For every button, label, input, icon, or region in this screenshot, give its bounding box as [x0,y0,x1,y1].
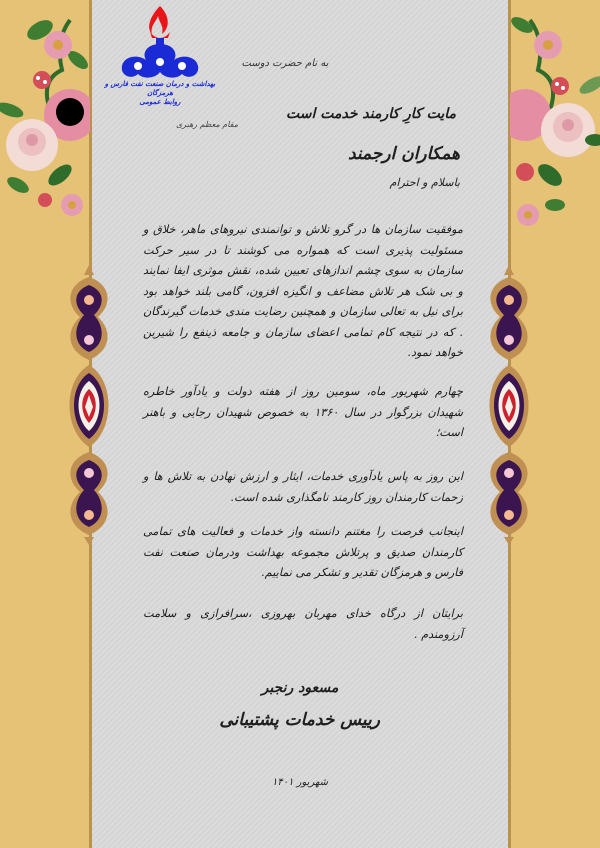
quote-text: مایت کارِ کارمند خدمت است [286,106,456,122]
paragraph-3: این روز به پاس یادآوری خدمات، ایثار و ارزش نهادن به تلاش ها و زحمات کارمندان روز کارمند نامگذاری شده است. [143,470,463,504]
islimi-medallion-icon [60,255,118,555]
rose-bouquet-icon [0,0,90,235]
paragraph-1: موفقیت سازمان ها در گرو تلاش و توانمندی نیروهای ماهر، خلاق و مسئولیت پذیری است که همواره می کوشند تا در سیر حرکت سازمان به سوی چشم اندازهای تعیین شده، نقش موثری ایفا نمایند و بی شک هر تلاش مضاعف و انگیزه افزون، گامی بلند خواهد بود برای نیل به تعالی سازمان و همچنین رضایت مندی خدمات گیرندگان . که در نتیجه کام تمامی اعضای سازمان و جامعه ذینفع را شیرین خواهد نمود. [143,223,463,360]
paragraph-5: برایتان از درگاه خدای مهربان بهروزی ،سرافرازی و سلامت آرزومندم . [143,607,463,641]
letter-date: شهریور ۱۴۰۱ [272,777,328,788]
invocation: به نام حضرت دوست [241,58,329,69]
quote-source: مقام معظم رهبری [176,120,239,129]
greeting: باسلام و احترام [389,176,460,189]
paragraph-2: چهارم شهریور ماه، سومین روز از هفته دولت و یادآور خاطره شهیدان بزرگوار در سال ۱۳۶۰ به خصوص شهیدان رجایی و باهنر است؛ [143,385,463,440]
paragraph-4: اینجانب فرصت را مغتنم دانسته واز خدمات و فعالیت های تمامی کارمندان صدیق و پرتلاش مجموعه بهداشت ودرمان صنعت نفت فارس و هرمزگان تقدیر و تشکر می نماییم. [143,525,463,580]
logo-caption-dept: روابط عمومی [139,98,181,106]
islimi-medallion-icon [480,255,538,555]
logo-caption-org: بهداشت و درمان صنعت نفت فارس و هرمزگان [104,80,216,97]
salutation: همکاران ارجمند [347,144,460,164]
rose-bouquet-icon [510,0,600,235]
signer-title: رییس خدمات پشتیبانی [219,710,380,730]
logo-caption [104,80,216,107]
signer-name: مسعود رنجبر [261,680,339,696]
